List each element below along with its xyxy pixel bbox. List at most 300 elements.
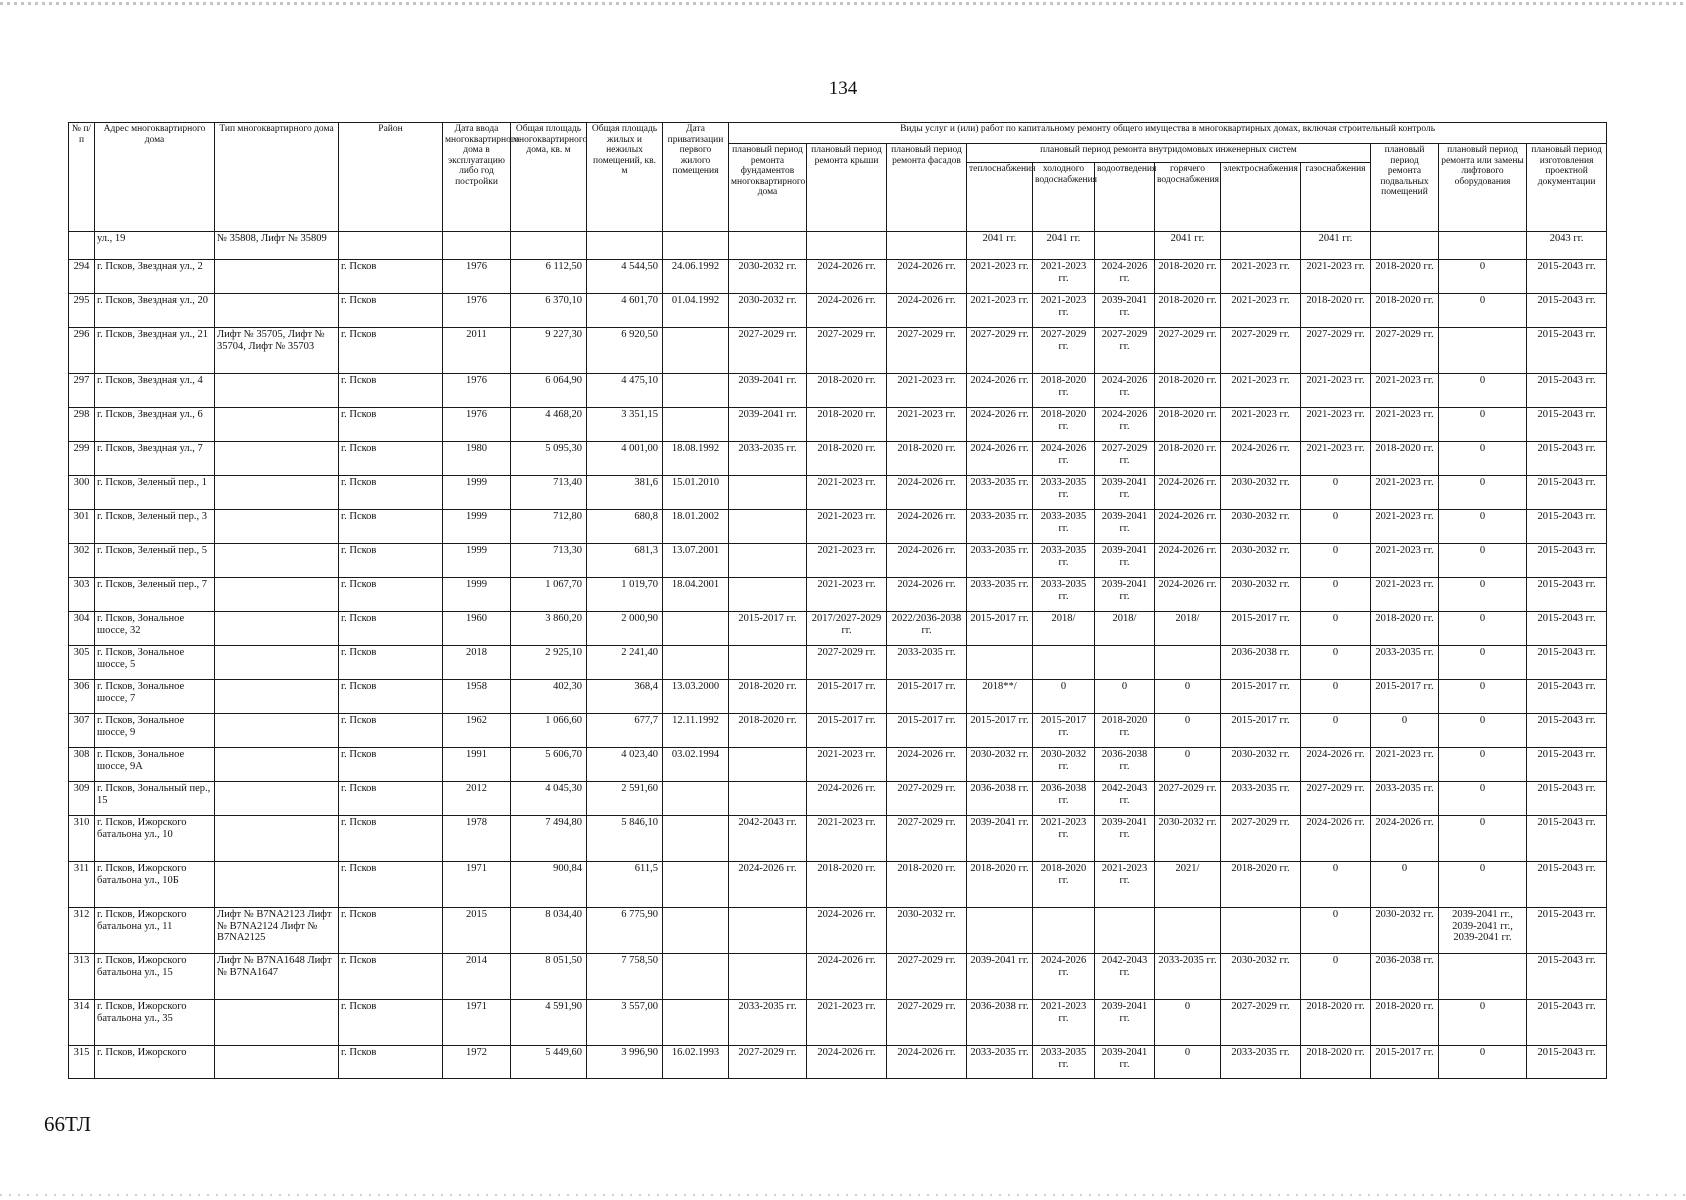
basement-period-cell: 2021-2023 гг. [1371,476,1439,510]
total-area-cell: 8 034,40 [511,908,587,954]
sewer-period-cell: 2024-2026 гг. [1095,374,1155,408]
facade-period-cell: 2027-2029 гг. [887,782,967,816]
row-number-cell: 294 [69,260,95,294]
roof-period-cell: 2024-2026 гг. [807,782,887,816]
design-docs-period-cell: 2015-2043 гг. [1527,816,1607,862]
footer-code: 66ТЛ [44,1112,92,1136]
privatization-date-cell: 24.06.1992 [663,260,729,294]
electric-period-cell: 2030-2032 гг. [1221,510,1301,544]
facade-period-cell: 2033-2035 гг. [887,646,967,680]
district-cell: г. Псков [339,1046,443,1079]
row-number-cell: 315 [69,1046,95,1079]
address-cell: г. Псков, Зональный пер., 15 [95,782,215,816]
basement-period-cell [1371,232,1439,260]
facade-period-cell: 2024-2026 гг. [887,544,967,578]
foundation-period-cell: 2024-2026 гг. [729,862,807,908]
district-cell: г. Псков [339,680,443,714]
facade-period-cell: 2024-2026 гг. [887,510,967,544]
building-type-cell [215,612,339,646]
foundation-period-cell: 2030-2032 гг. [729,294,807,328]
year-cell: 1971 [443,862,511,908]
design-docs-period-cell: 2015-2043 гг. [1527,862,1607,908]
cold-water-period-cell: 2021-2023 гг. [1033,294,1095,328]
living-area-cell: 681,3 [587,544,663,578]
sewer-period-cell: 2042-2043 гг. [1095,954,1155,1000]
gas-period-cell: 2021-2023 гг. [1301,374,1371,408]
heating-period-cell: 2041 гг. [967,232,1033,260]
address-cell: г. Псков, Звездная ул., 21 [95,328,215,374]
total-area-cell: 2 925,10 [511,646,587,680]
hot-water-period-cell: 2027-2029 гг. [1155,328,1221,374]
heating-period-cell: 2027-2029 гг. [967,328,1033,374]
building-type-cell [215,260,339,294]
roof-period-cell [807,232,887,260]
roof-period-cell: 2024-2026 гг. [807,954,887,1000]
year-cell: 2015 [443,908,511,954]
roof-period-cell: 2021-2023 гг. [807,816,887,862]
sewer-period-cell: 2024-2026 гг. [1095,260,1155,294]
foundation-period-cell [729,544,807,578]
living-area-cell: 4 475,10 [587,374,663,408]
year-cell: 2014 [443,954,511,1000]
electric-period-cell: 2030-2032 гг. [1221,476,1301,510]
year-cell: 1958 [443,680,511,714]
cold-water-period-cell: 2018-2020 гг. [1033,408,1095,442]
elevator-period-cell: 0 [1439,578,1527,612]
basement-period-cell: 2033-2035 гг. [1371,782,1439,816]
gas-period-cell: 2021-2023 гг. [1301,408,1371,442]
living-area-cell: 611,5 [587,862,663,908]
building-type-cell: Лифт № B7NA1648 Лифт № B7NA1647 [215,954,339,1000]
facade-period-cell: 2024-2026 гг. [887,260,967,294]
row-number-cell: 307 [69,714,95,748]
sewer-period-cell: 2039-2041 гг. [1095,510,1155,544]
privatization-date-cell [663,1000,729,1046]
heating-period-cell: 2018-2020 гг. [967,862,1033,908]
facade-period-cell: 2015-2017 гг. [887,680,967,714]
table-row [69,908,1607,954]
heating-period-cell: 2021-2023 гг. [967,260,1033,294]
total-area-cell: 6 064,90 [511,374,587,408]
electric-period-cell: 2030-2032 гг. [1221,578,1301,612]
hot-water-period-cell: 2021/ [1155,862,1221,908]
basement-period-cell: 2021-2023 гг. [1371,544,1439,578]
row-number-cell: 306 [69,680,95,714]
header-year: Дата ввода многоквартирного дома в эксплуатацию либо год постройки [443,123,511,232]
year-cell: 1978 [443,816,511,862]
design-docs-period-cell: 2015-2043 гг. [1527,1000,1607,1046]
total-area-cell: 6 370,10 [511,294,587,328]
address-cell: г. Псков, Ижорского батальона ул., 10 [95,816,215,862]
table-row [69,1046,1607,1079]
table-body [69,232,1607,1079]
row-number-cell: 303 [69,578,95,612]
heating-period-cell: 2033-2035 гг. [967,1046,1033,1079]
table-row [69,374,1607,408]
living-area-cell: 677,7 [587,714,663,748]
header-hot-water: горячего водоснабжения [1155,163,1221,232]
foundation-period-cell: 2033-2035 гг. [729,442,807,476]
foundation-period-cell [729,510,807,544]
privatization-date-cell [663,232,729,260]
district-cell: г. Псков [339,862,443,908]
living-area-cell: 3 351,15 [587,408,663,442]
foundation-period-cell: 2027-2029 гг. [729,328,807,374]
hot-water-period-cell: 2018/ [1155,612,1221,646]
design-docs-period-cell: 2015-2043 гг. [1527,260,1607,294]
cold-water-period-cell: 2021-2023 гг. [1033,816,1095,862]
header-privatization: Дата приватизации первого жилого помещения [663,123,729,232]
privatization-date-cell [663,374,729,408]
sewer-period-cell: 2039-2041 гг. [1095,1000,1155,1046]
cold-water-period-cell: 0 [1033,680,1095,714]
table-header [69,123,1607,232]
total-area-cell: 4 045,30 [511,782,587,816]
foundation-period-cell [729,476,807,510]
building-type-cell [215,408,339,442]
hot-water-period-cell: 2033-2035 гг. [1155,954,1221,1000]
roof-period-cell: 2021-2023 гг. [807,748,887,782]
sewer-period-cell: 2039-2041 гг. [1095,816,1155,862]
year-cell: 1972 [443,1046,511,1079]
total-area-cell: 6 112,50 [511,260,587,294]
hot-water-period-cell: 2018-2020 гг. [1155,408,1221,442]
electric-period-cell: 2030-2032 гг. [1221,544,1301,578]
elevator-period-cell: 0 [1439,646,1527,680]
design-docs-period-cell: 2015-2043 гг. [1527,954,1607,1000]
facade-period-cell: 2024-2026 гг. [887,476,967,510]
hot-water-period-cell: 0 [1155,714,1221,748]
year-cell: 2012 [443,782,511,816]
sewer-period-cell: 2042-2043 гг. [1095,782,1155,816]
basement-period-cell: 2024-2026 гг. [1371,816,1439,862]
total-area-cell [511,232,587,260]
total-area-cell: 713,40 [511,476,587,510]
foundation-period-cell: 2015-2017 гг. [729,612,807,646]
table-row [69,1000,1607,1046]
district-cell: г. Псков [339,816,443,862]
living-area-cell: 4 601,70 [587,294,663,328]
elevator-period-cell: 0 [1439,680,1527,714]
heating-period-cell: 2024-2026 гг. [967,442,1033,476]
privatization-date-cell: 18.01.2002 [663,510,729,544]
electric-period-cell: 2021-2023 гг. [1221,260,1301,294]
facade-period-cell: 2018-2020 гг. [887,862,967,908]
living-area-cell: 2 241,40 [587,646,663,680]
design-docs-period-cell: 2015-2043 гг. [1527,408,1607,442]
living-area-cell: 680,8 [587,510,663,544]
privatization-date-cell [663,816,729,862]
electric-period-cell [1221,232,1301,260]
roof-period-cell: 2027-2029 гг. [807,646,887,680]
electric-period-cell: 2027-2029 гг. [1221,1000,1301,1046]
row-number-cell: 297 [69,374,95,408]
gas-period-cell: 2018-2020 гг. [1301,1046,1371,1079]
living-area-cell: 368,4 [587,680,663,714]
district-cell: г. Псков [339,442,443,476]
privatization-date-cell: 12.11.1992 [663,714,729,748]
header-address: Адрес многоквартирного дома [95,123,215,232]
foundation-period-cell: 2018-2020 гг. [729,680,807,714]
cold-water-period-cell [1033,646,1095,680]
gas-period-cell: 0 [1301,612,1371,646]
heating-period-cell: 2033-2035 гг. [967,476,1033,510]
foundation-period-cell: 2030-2032 гг. [729,260,807,294]
privatization-date-cell [663,612,729,646]
design-docs-period-cell: 2015-2043 гг. [1527,578,1607,612]
basement-period-cell: 2015-2017 гг. [1371,1046,1439,1079]
electric-period-cell: 2030-2032 гг. [1221,748,1301,782]
building-type-cell [215,510,339,544]
electric-period-cell: 2021-2023 гг. [1221,374,1301,408]
table-row [69,232,1607,260]
header-electric: электроснабжения [1221,163,1301,232]
heating-period-cell: 2024-2026 гг. [967,374,1033,408]
hot-water-period-cell: 2018-2020 гг. [1155,294,1221,328]
design-docs-period-cell: 2015-2043 гг. [1527,374,1607,408]
privatization-date-cell [663,328,729,374]
row-number-cell: 304 [69,612,95,646]
elevator-period-cell: 0 [1439,510,1527,544]
heating-period-cell: 2036-2038 гг. [967,1000,1033,1046]
table-row [69,408,1607,442]
table-row [69,476,1607,510]
heating-period-cell: 2036-2038 гг. [967,782,1033,816]
year-cell: 2011 [443,328,511,374]
roof-period-cell: 2021-2023 гг. [807,1000,887,1046]
table-row [69,442,1607,476]
hot-water-period-cell: 2018-2020 гг. [1155,374,1221,408]
gas-period-cell: 0 [1301,908,1371,954]
design-docs-period-cell: 2015-2043 гг. [1527,680,1607,714]
living-area-cell: 5 846,10 [587,816,663,862]
elevator-period-cell: 0 [1439,476,1527,510]
table-row [69,510,1607,544]
electric-period-cell: 2030-2032 гг. [1221,954,1301,1000]
sewer-period-cell [1095,232,1155,260]
elevator-period-cell: 0 [1439,442,1527,476]
page-number: 134 [828,78,858,99]
total-area-cell: 3 860,20 [511,612,587,646]
table-row [69,612,1607,646]
electric-period-cell: 2015-2017 гг. [1221,612,1301,646]
privatization-date-cell [663,782,729,816]
total-area-cell: 4 591,90 [511,1000,587,1046]
privatization-date-cell [663,954,729,1000]
year-cell: 2018 [443,646,511,680]
basement-period-cell: 2021-2023 гг. [1371,748,1439,782]
header-type: Тип многоквартирного дома [215,123,339,232]
facade-period-cell: 2027-2029 гг. [887,954,967,1000]
row-number-cell: 300 [69,476,95,510]
total-area-cell: 4 468,20 [511,408,587,442]
elevator-period-cell: 0 [1439,748,1527,782]
elevator-period-cell [1439,232,1527,260]
row-number-cell: 308 [69,748,95,782]
sewer-period-cell: 2024-2026 гг. [1095,408,1155,442]
heating-period-cell: 2039-2041 гг. [967,954,1033,1000]
basement-period-cell: 2018-2020 гг. [1371,294,1439,328]
district-cell: г. Псков [339,476,443,510]
building-type-cell [215,1000,339,1046]
district-cell [339,232,443,260]
cold-water-period-cell: 2036-2038 гг. [1033,782,1095,816]
roof-period-cell: 2018-2020 гг. [807,442,887,476]
facade-period-cell: 2030-2032 гг. [887,908,967,954]
heating-period-cell: 2015-2017 гг. [967,714,1033,748]
design-docs-period-cell: 2043 гг. [1527,232,1607,260]
row-number-cell [69,232,95,260]
header-cold-water: холодного водоснабжения [1033,163,1095,232]
facade-period-cell: 2024-2026 гг. [887,294,967,328]
gas-period-cell: 0 [1301,510,1371,544]
basement-period-cell: 2018-2020 гг. [1371,260,1439,294]
heating-period-cell [967,646,1033,680]
basement-period-cell: 2021-2023 гг. [1371,510,1439,544]
facade-period-cell: 2027-2029 гг. [887,1000,967,1046]
address-cell: г. Псков, Зональное шоссе, 9 [95,714,215,748]
cold-water-period-cell: 2021-2023 гг. [1033,260,1095,294]
row-number-cell: 295 [69,294,95,328]
building-type-cell [215,544,339,578]
header-foundation: плановый период ремонта фундаментов многоквартирного дома [729,144,807,232]
facade-period-cell: 2021-2023 гг. [887,408,967,442]
facade-period-cell: 2022/2036-2038 гг. [887,612,967,646]
heating-period-cell: 2039-2041 гг. [967,816,1033,862]
address-cell: г. Псков, Зеленый пер., 3 [95,510,215,544]
hot-water-period-cell: 0 [1155,680,1221,714]
address-cell: г. Псков, Звездная ул., 6 [95,408,215,442]
foundation-period-cell: 2042-2043 гг. [729,816,807,862]
district-cell: г. Псков [339,260,443,294]
gas-period-cell: 2018-2020 гг. [1301,1000,1371,1046]
total-area-cell: 402,30 [511,680,587,714]
table-row [69,782,1607,816]
heating-period-cell: 2018**/ [967,680,1033,714]
electric-period-cell: 2033-2035 гг. [1221,1046,1301,1079]
basement-period-cell: 2030-2032 гг. [1371,908,1439,954]
district-cell: г. Псков [339,1000,443,1046]
roof-period-cell: 2021-2023 гг. [807,476,887,510]
hot-water-period-cell [1155,646,1221,680]
header-no: № п/п [69,123,95,232]
cold-water-period-cell: 2015-2017 гг. [1033,714,1095,748]
foundation-period-cell [729,954,807,1000]
roof-period-cell: 2018-2020 гг. [807,408,887,442]
design-docs-period-cell: 2015-2043 гг. [1527,294,1607,328]
district-cell: г. Псков [339,782,443,816]
cold-water-period-cell: 2018/ [1033,612,1095,646]
building-type-cell [215,748,339,782]
living-area-cell: 381,6 [587,476,663,510]
building-type-cell [215,476,339,510]
roof-period-cell: 2024-2026 гг. [807,1046,887,1079]
facade-period-cell: 2021-2023 гг. [887,374,967,408]
foundation-period-cell: 2033-2035 гг. [729,1000,807,1046]
sewer-period-cell: 2021-2023 гг. [1095,862,1155,908]
building-type-cell [215,578,339,612]
table-row [69,294,1607,328]
cold-water-period-cell: 2024-2026 гг. [1033,954,1095,1000]
cold-water-period-cell: 2024-2026 гг. [1033,442,1095,476]
table-row [69,862,1607,908]
gas-period-cell: 0 [1301,680,1371,714]
address-cell: г. Псков, Звездная ул., 4 [95,374,215,408]
district-cell: г. Псков [339,748,443,782]
total-area-cell: 7 494,80 [511,816,587,862]
total-area-cell: 8 051,50 [511,954,587,1000]
hot-water-period-cell: 2027-2029 гг. [1155,782,1221,816]
electric-period-cell [1221,908,1301,954]
heating-period-cell: 2030-2032 гг. [967,748,1033,782]
living-area-cell: 6 775,90 [587,908,663,954]
table-row [69,260,1607,294]
heating-period-cell: 2015-2017 гг. [967,612,1033,646]
electric-period-cell: 2021-2023 гг. [1221,294,1301,328]
facade-period-cell [887,232,967,260]
facade-period-cell: 2027-2029 гг. [887,816,967,862]
roof-period-cell: 2018-2020 гг. [807,374,887,408]
gas-period-cell: 2018-2020 гг. [1301,294,1371,328]
table-row [69,680,1607,714]
heating-period-cell: 2033-2035 гг. [967,578,1033,612]
header-district: Район [339,123,443,232]
privatization-date-cell: 01.04.1992 [663,294,729,328]
year-cell: 1962 [443,714,511,748]
scan-edge-bottom [0,1194,1686,1196]
building-type-cell [215,1046,339,1079]
basement-period-cell: 2036-2038 гг. [1371,954,1439,1000]
address-cell: г. Псков, Зеленый пер., 5 [95,544,215,578]
year-cell: 1971 [443,1000,511,1046]
building-type-cell: Лифт № 35705, Лифт № 35704, Лифт № 35703 [215,328,339,374]
gas-period-cell: 0 [1301,646,1371,680]
cold-water-period-cell [1033,908,1095,954]
row-number-cell: 305 [69,646,95,680]
heating-period-cell: 2033-2035 гг. [967,510,1033,544]
facade-period-cell: 2024-2026 гг. [887,578,967,612]
gas-period-cell: 0 [1301,578,1371,612]
district-cell: г. Псков [339,510,443,544]
year-cell: 1980 [443,442,511,476]
elevator-period-cell: 0 [1439,816,1527,862]
basement-period-cell: 0 [1371,714,1439,748]
roof-period-cell: 2021-2023 гг. [807,510,887,544]
gas-period-cell: 2024-2026 гг. [1301,748,1371,782]
electric-period-cell: 2036-2038 гг. [1221,646,1301,680]
total-area-cell: 900,84 [511,862,587,908]
row-number-cell: 301 [69,510,95,544]
cold-water-period-cell: 2033-2035 гг. [1033,1046,1095,1079]
header-gas: газоснабжения [1301,163,1371,232]
hot-water-period-cell [1155,908,1221,954]
foundation-period-cell: 2018-2020 гг. [729,714,807,748]
gas-period-cell: 2021-2023 гг. [1301,442,1371,476]
basement-period-cell: 2021-2023 гг. [1371,408,1439,442]
district-cell: г. Псков [339,374,443,408]
privatization-date-cell [663,908,729,954]
address-cell: г. Псков, Звездная ул., 2 [95,260,215,294]
table-row [69,816,1607,862]
row-number-cell: 313 [69,954,95,1000]
row-number-cell: 298 [69,408,95,442]
building-type-cell [215,646,339,680]
scan-edge-top [0,2,1686,5]
heating-period-cell: 2033-2035 гг. [967,544,1033,578]
heating-period-cell: 2024-2026 гг. [967,408,1033,442]
foundation-period-cell [729,782,807,816]
hot-water-period-cell: 2024-2026 гг. [1155,510,1221,544]
